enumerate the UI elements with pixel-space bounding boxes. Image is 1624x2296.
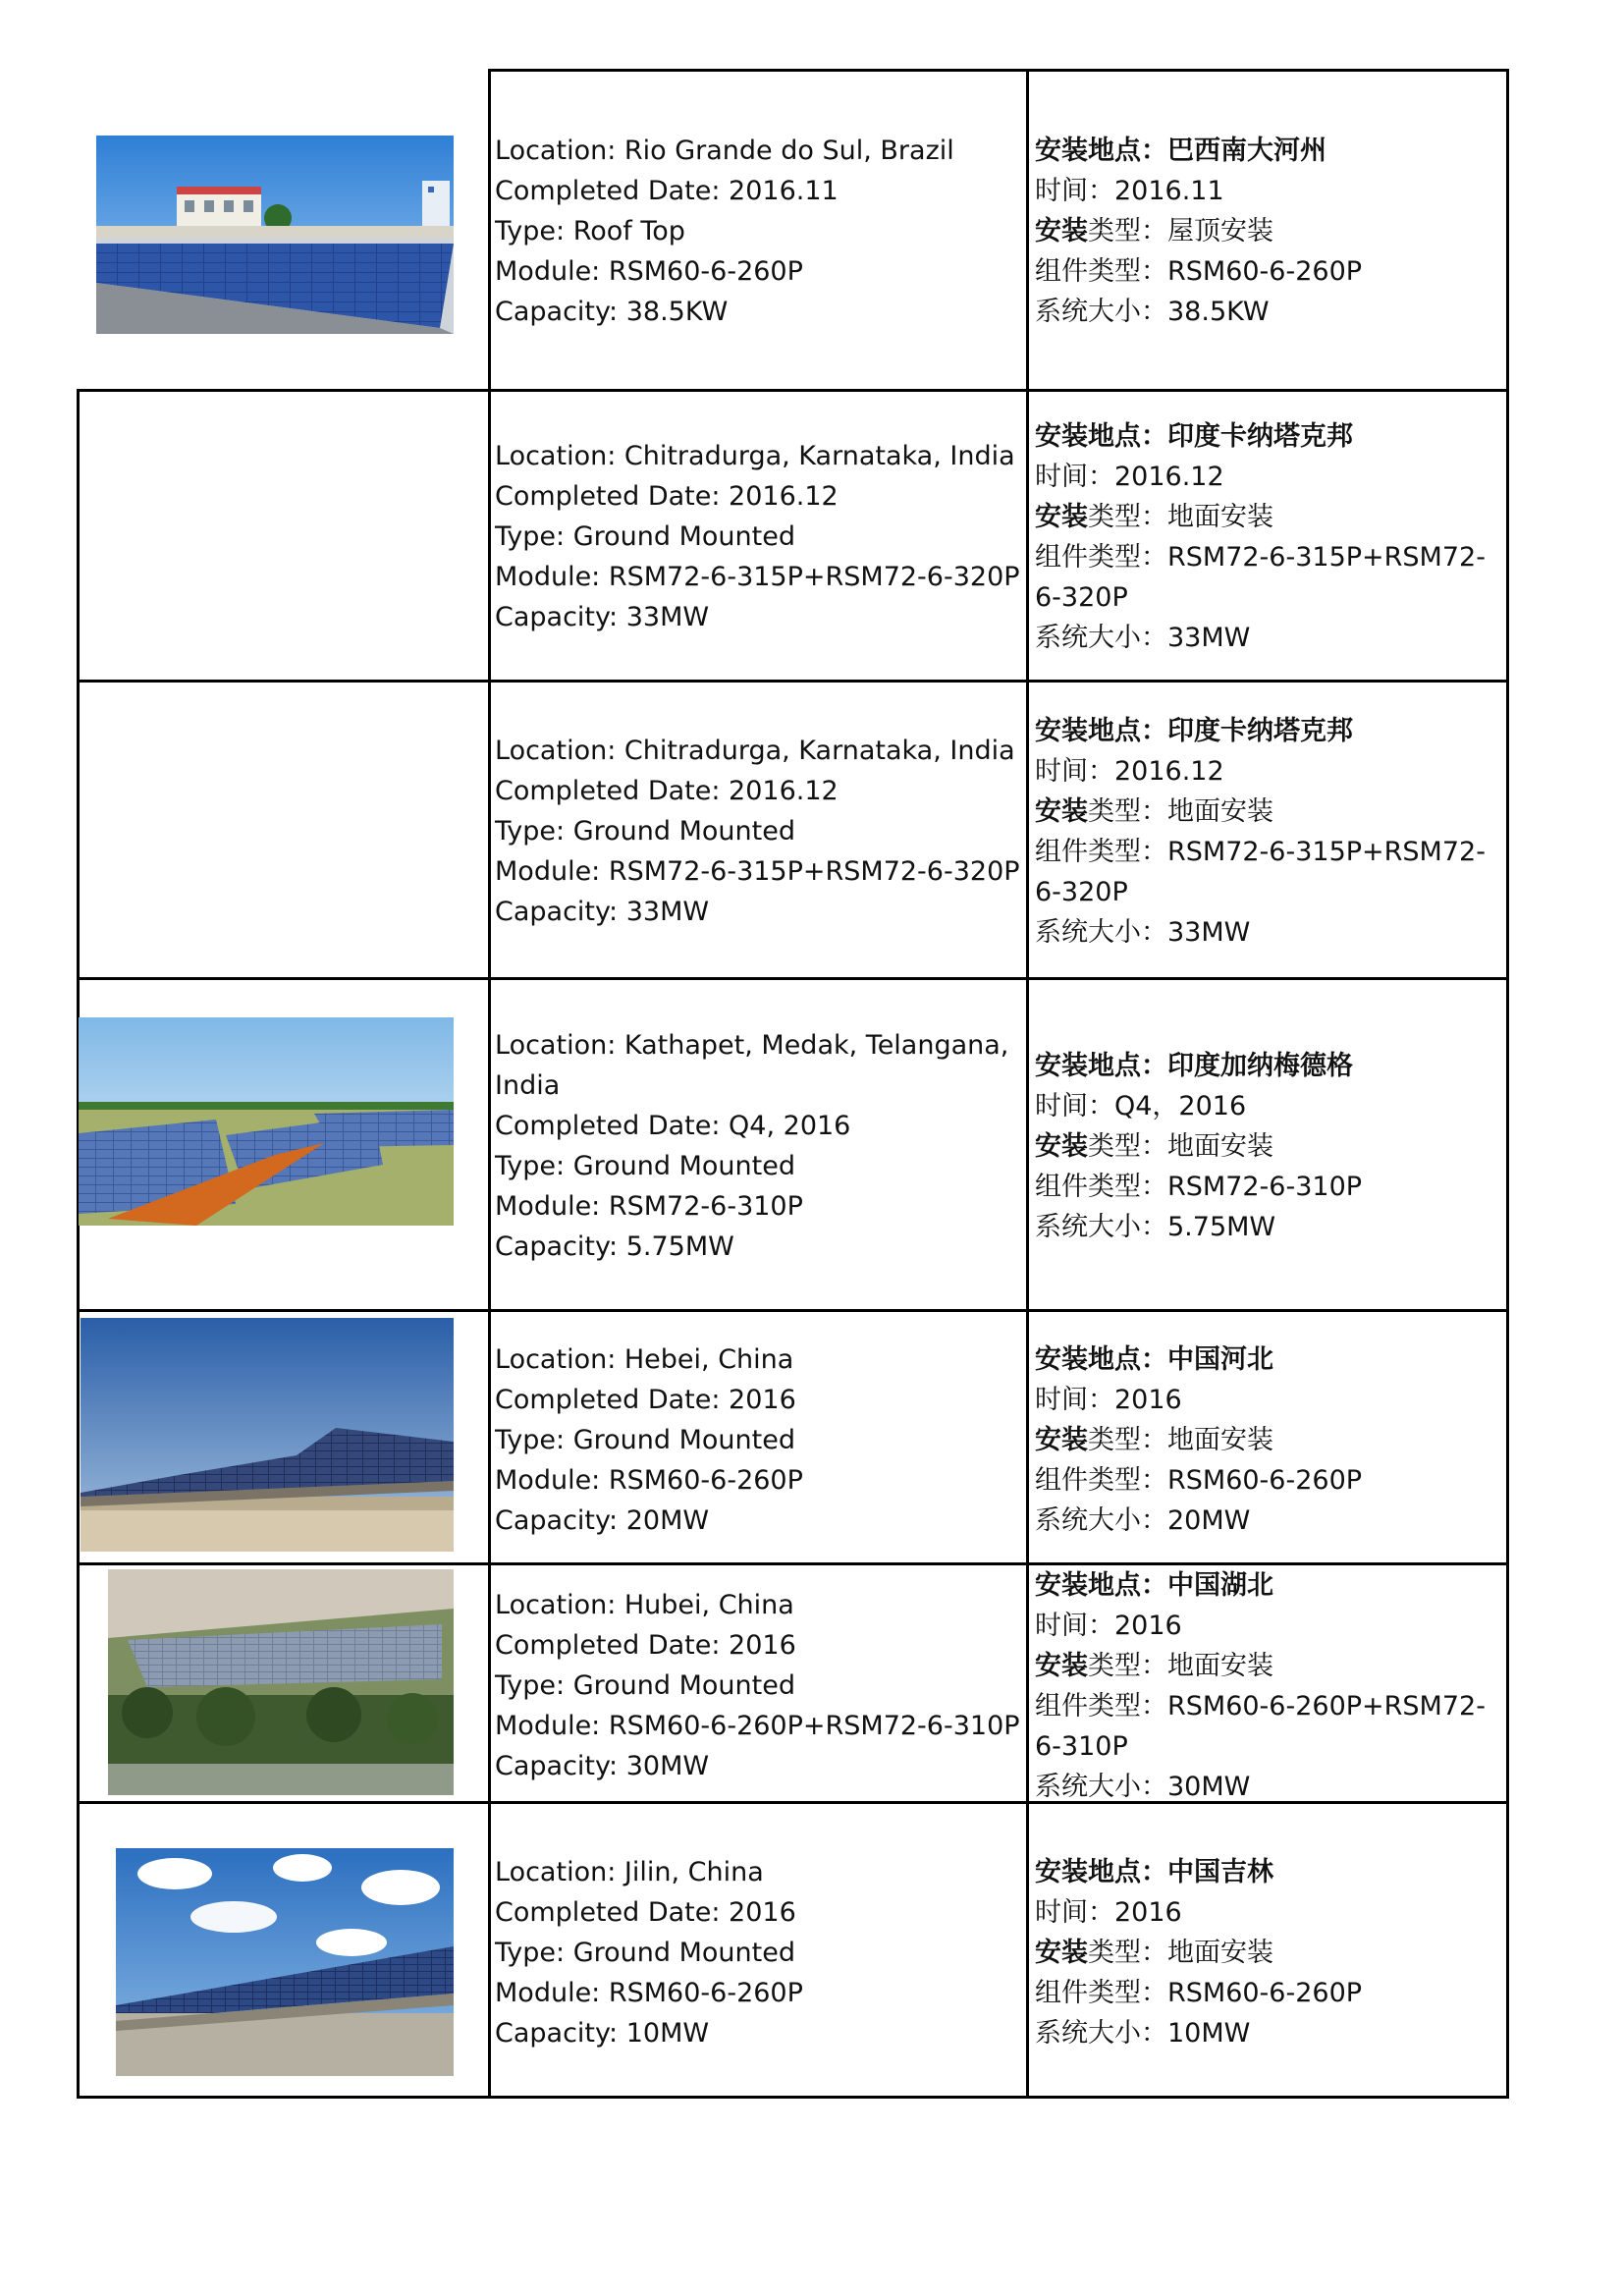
type-text: Type: Ground Mounted	[495, 1670, 795, 1701]
type-text-zh	[1035, 211, 1502, 251]
module-text-zh: 组件类型：RSM60-6-260P	[1035, 256, 1363, 287]
type-rest-zh: 类型：地面安装	[1088, 1425, 1273, 1455]
table-row-divider	[77, 389, 1509, 392]
location-label-zh: 安装地点	[1035, 716, 1141, 746]
location-label-zh: 安装地点	[1035, 1344, 1141, 1375]
capacity-text-zh: 系统大小：30MW	[1035, 1772, 1251, 1802]
ground-solar-field-telangana-photo	[79, 1017, 454, 1226]
project-details-zh	[1035, 1565, 1502, 1807]
project-details-en	[495, 131, 1025, 332]
ground-solar-field-hebei-photo	[81, 1318, 454, 1552]
type-text-zh	[1035, 1126, 1502, 1167]
type-rest-zh: 类型：地面安装	[1088, 796, 1273, 827]
project-details-en	[495, 1852, 1025, 2053]
type-label-zh: 安装	[1035, 216, 1088, 246]
capacity-text-zh: 系统大小：33MW	[1035, 917, 1251, 948]
location-text: Location: Hubei, China	[495, 1590, 794, 1620]
location-label-zh: 安装地点	[1035, 1857, 1141, 1887]
module-text: Module: RSM60-6-260P	[495, 1978, 803, 2008]
project-details-zh	[1035, 711, 1502, 953]
type-label-zh: 安装	[1035, 502, 1088, 532]
location-value-zh: ：中国吉林	[1141, 1857, 1273, 1887]
type-text-zh	[1035, 792, 1502, 832]
location-value-zh: ：印度卡纳塔克邦	[1141, 716, 1353, 746]
table-row-divider	[77, 1309, 1509, 1312]
location-text: Location: Kathapet, Medak, Telangana,	[495, 1030, 1009, 1061]
table-border-bottom	[77, 2096, 1509, 2099]
location-text-zh	[1035, 131, 1502, 171]
type-text-zh	[1035, 1420, 1502, 1460]
location-text-zh	[1035, 1565, 1502, 1606]
type-text: Type: Ground Mounted	[495, 521, 795, 552]
location-label-zh: 安装地点	[1035, 1051, 1141, 1081]
project-details-zh	[1035, 1046, 1502, 1247]
location-text: Location: Chitradurga, Karnataka, India	[495, 441, 1015, 471]
capacity-text: Capacity: 5.75MW	[495, 1231, 734, 1262]
location-value-zh: ：印度卡纳塔克邦	[1141, 421, 1353, 452]
date-text-zh: 时间：2016.11	[1035, 176, 1224, 206]
type-text-zh	[1035, 1933, 1502, 1973]
location-text-line2: India	[495, 1070, 561, 1101]
project-details-zh	[1035, 131, 1502, 332]
capacity-text-zh: 系统大小：10MW	[1035, 2018, 1251, 2049]
type-text: Type: Ground Mounted	[495, 1938, 795, 1968]
type-label-zh: 安装	[1035, 1938, 1088, 1968]
rooftop-solar-array-photo	[96, 136, 454, 334]
date-text-zh: 时间：2016	[1035, 1385, 1182, 1415]
table-col-divider	[488, 69, 491, 2099]
location-text: Location: Rio Grande do Sul, Brazil	[495, 136, 954, 166]
module-text-zh: 组件类型：RSM72-6-315P+RSM72-6-320P	[1035, 837, 1486, 907]
date-text-zh: 时间：Q4，2016	[1035, 1091, 1247, 1121]
date-text-zh: 时间：2016.12	[1035, 462, 1224, 492]
type-rest-zh: 类型：地面安装	[1088, 1651, 1273, 1681]
module-text-zh: 组件类型：RSM72-6-315P+RSM72-6-320P	[1035, 542, 1486, 613]
type-label-zh: 安装	[1035, 1651, 1088, 1681]
module-text: Module: RSM72-6-315P+RSM72-6-320P	[495, 562, 1020, 592]
type-label-zh: 安装	[1035, 796, 1088, 827]
completed-date-text: Completed Date: 2016	[495, 1897, 796, 1928]
location-text-zh	[1035, 1339, 1502, 1380]
completed-date-text: Completed Date: 2016.11	[495, 176, 839, 206]
completed-date-text: Completed Date: 2016	[495, 1385, 796, 1415]
capacity-text: Capacity: 10MW	[495, 2018, 710, 2049]
capacity-text: Capacity: 30MW	[495, 1751, 710, 1781]
module-text: Module: RSM60-6-260P+RSM72-6-310P	[495, 1711, 1020, 1741]
table-border-left	[77, 389, 80, 2099]
type-text: Type: Roof Top	[495, 216, 685, 246]
location-text: Location: Hebei, China	[495, 1344, 794, 1375]
date-text-zh: 时间：2016	[1035, 1611, 1182, 1641]
module-text: Module: RSM72-6-310P	[495, 1191, 803, 1222]
completed-date-text: Completed Date: 2016.12	[495, 776, 839, 806]
project-details-en	[495, 1339, 1025, 1541]
type-rest-zh: 类型：地面安装	[1088, 502, 1273, 532]
capacity-text-zh: 系统大小：33MW	[1035, 623, 1251, 653]
type-text-zh	[1035, 1646, 1502, 1686]
ground-solar-field-jilin-photo	[116, 1848, 454, 2076]
module-text: Module: RSM60-6-260P	[495, 256, 803, 287]
location-text: Location: Jilin, China	[495, 1857, 764, 1887]
location-label-zh: 安装地点	[1035, 1570, 1141, 1601]
completed-date-text: Completed Date: 2016.12	[495, 481, 839, 512]
type-text: Type: Ground Mounted	[495, 816, 795, 847]
location-text: Location: Chitradurga, Karnataka, India	[495, 736, 1015, 766]
type-label-zh: 安装	[1035, 1131, 1088, 1162]
location-text-zh	[1035, 711, 1502, 751]
completed-date-text: Completed Date: 2016	[495, 1630, 796, 1661]
hillside-solar-field-hubei-photo	[108, 1569, 454, 1795]
location-label-zh: 安装地点	[1035, 136, 1141, 166]
table-row-divider	[77, 680, 1509, 683]
location-value-zh: ：印度加纳梅德格	[1141, 1051, 1353, 1081]
capacity-text: Capacity: 20MW	[495, 1505, 710, 1536]
capacity-text-zh: 系统大小：5.75MW	[1035, 1212, 1276, 1242]
type-rest-zh: 类型：地面安装	[1088, 1938, 1273, 1968]
type-rest-zh: 类型：地面安装	[1088, 1131, 1273, 1162]
table-row-divider	[77, 977, 1509, 980]
module-text-zh: 组件类型：RSM72-6-310P	[1035, 1172, 1363, 1202]
location-text-zh	[1035, 1046, 1502, 1086]
location-value-zh: ：中国河北	[1141, 1344, 1273, 1375]
project-details-en	[495, 436, 1025, 637]
project-details-en	[495, 1585, 1025, 1786]
capacity-text-zh: 系统大小：38.5KW	[1035, 297, 1270, 327]
module-text-zh: 组件类型：RSM60-6-260P+RSM72-6-310P	[1035, 1691, 1486, 1762]
location-text-zh	[1035, 1852, 1502, 1892]
date-text-zh: 时间：2016.12	[1035, 756, 1224, 787]
type-text: Type: Ground Mounted	[495, 1151, 795, 1181]
project-details-en	[495, 731, 1025, 932]
completed-date-text: Completed Date: Q4, 2016	[495, 1111, 851, 1141]
type-rest-zh: 类型：屋顶安装	[1088, 216, 1273, 246]
location-value-zh: ：巴西南大河州	[1141, 136, 1326, 166]
module-text-zh: 组件类型：RSM60-6-260P	[1035, 1465, 1363, 1496]
project-details-en	[495, 1025, 1025, 1267]
module-text: Module: RSM60-6-260P	[495, 1465, 803, 1496]
project-details-zh	[1035, 1339, 1502, 1541]
capacity-text: Capacity: 38.5KW	[495, 297, 729, 327]
table-col-divider	[1026, 69, 1029, 2099]
date-text-zh: 时间：2016	[1035, 1897, 1182, 1928]
location-text-zh	[1035, 416, 1502, 457]
module-text: Module: RSM72-6-315P+RSM72-6-320P	[495, 856, 1020, 887]
module-text-zh: 组件类型：RSM60-6-260P	[1035, 1978, 1363, 2008]
capacity-text-zh: 系统大小：20MW	[1035, 1505, 1251, 1536]
table-border-top	[488, 69, 1509, 72]
type-text-zh	[1035, 497, 1502, 537]
location-value-zh: ：中国湖北	[1141, 1570, 1273, 1601]
location-label-zh: 安装地点	[1035, 421, 1141, 452]
capacity-text: Capacity: 33MW	[495, 897, 710, 927]
project-details-zh	[1035, 416, 1502, 658]
project-details-zh	[1035, 1852, 1502, 2053]
type-text: Type: Ground Mounted	[495, 1425, 795, 1455]
type-label-zh: 安装	[1035, 1425, 1088, 1455]
table-border-right	[1506, 69, 1509, 2099]
capacity-text: Capacity: 33MW	[495, 602, 710, 632]
